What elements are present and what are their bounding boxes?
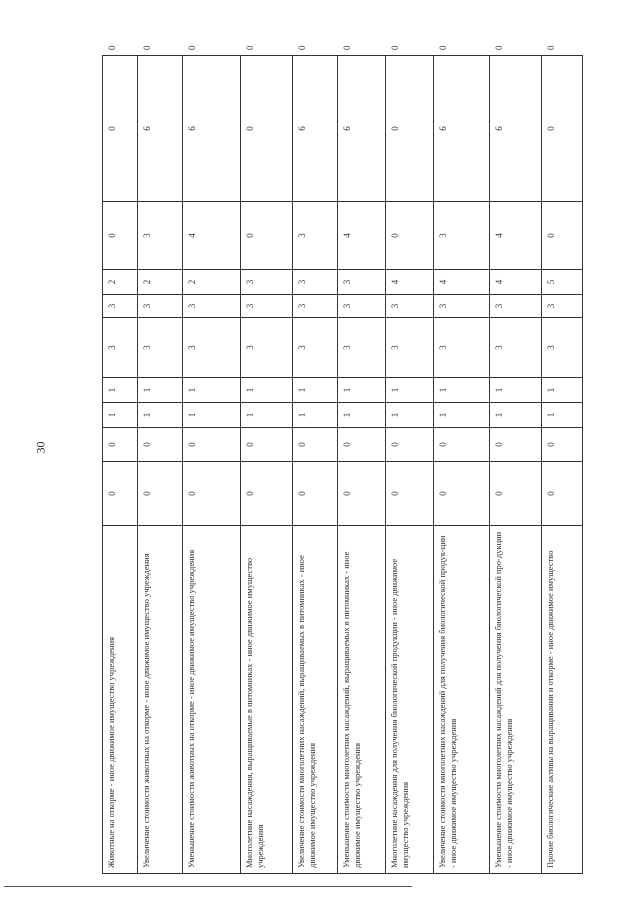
- page-number: 30: [33, 441, 48, 454]
- code-digit-cell: 0: [293, 462, 338, 526]
- code-digit-cell: 0: [542, 428, 583, 462]
- code-digit-cell: 3: [138, 318, 183, 378]
- code-digit-cell: 3: [490, 318, 542, 378]
- code-digit-cell: 0: [103, 428, 138, 462]
- code-digit-cell: 3: [293, 295, 338, 318]
- code-digit-cell: 3: [386, 318, 434, 378]
- code-digit-cell: 3: [293, 318, 338, 378]
- code-digit-cell: 1: [138, 378, 183, 403]
- account-name-cell: Прочие биологические активы на выращивании и откорме - иное движимое имущество: [542, 526, 583, 874]
- code-digit-cell: 4: [490, 270, 542, 295]
- account-name-cell: Животные на откорме - иное движимое имущество учреждения: [103, 526, 138, 874]
- code-digit-cell: 0: [386, 202, 434, 270]
- code-digit-cell: 0: [103, 56, 138, 202]
- code-digit-cell: 3: [434, 202, 490, 270]
- code-digit-cell: 6: [293, 56, 338, 202]
- code-digit-cell: 0: [183, 428, 241, 462]
- code-digit-cell: 2: [138, 270, 183, 295]
- code-digit-cell: 1: [386, 378, 434, 403]
- table-row: Животные на откорме - иное движимое имущество учреждения 0 0 1 1 3 3 2 0 0 0: [103, 56, 138, 874]
- code-digit-cell: 4: [183, 202, 241, 270]
- table-frame: [102, 45, 582, 874]
- code-digit-cell: 0: [241, 202, 293, 270]
- code-digit-cell: 1: [434, 403, 490, 428]
- table-body: [103, 45, 583, 874]
- table-row: Уменьшение стоимости многолетних насаждений, выращиваемых в питомниках - иное движимое имущество учреждения 0 0 1 1 3 3 3 4 6 0: [338, 56, 386, 874]
- code-digit-cell: 6: [138, 56, 183, 202]
- code-digit-cell: 3: [183, 318, 241, 378]
- code-digit-cell: 3: [138, 295, 183, 318]
- account-name-cell: Уменьшение стоимости животных на откорме - иное движимое имущество учреждения: [183, 526, 241, 874]
- code-digit-cell: 0: [386, 428, 434, 462]
- table-row: Увеличение стоимости многолетних насаждений для получения биологической продук-ции - иное движимое имущество учреждения 0 0 1 1 3 3 4 3 6 0: [434, 56, 490, 874]
- code-digit-cell: 0: [542, 462, 583, 526]
- code-digit-cell: 1: [183, 378, 241, 403]
- code-digit-cell: 1: [293, 403, 338, 428]
- code-digit-cell: 3: [542, 318, 583, 378]
- code-digit-cell: 0: [386, 462, 434, 526]
- code-digit-cell: 1: [138, 403, 183, 428]
- code-digit-cell: 1: [241, 378, 293, 403]
- account-name-cell: Многолетние насаждения для получения биологической продукции - иное движимое имущество учреждения: [386, 526, 434, 874]
- code-digit-cell: 0: [138, 462, 183, 526]
- code-digit-cell: 3: [338, 295, 386, 318]
- footer-rule: [4, 886, 412, 887]
- code-digit-cell: 0: [293, 428, 338, 462]
- code-digit-cell: 4: [338, 202, 386, 270]
- code-digit-cell: 2: [183, 270, 241, 295]
- table-row: Многолетние насаждения для получения биологической продукции - иное движимое имущество учреждения 0 0 1 1 3 3 4 0 0 0: [386, 56, 434, 874]
- table-row: Прочие биологические активы на выращивании и откорме - иное движимое имущество 0 0 1 1 3 3 5 0 0 0: [542, 56, 583, 874]
- code-digit-cell: 1: [293, 378, 338, 403]
- code-digit-cell: 0: [241, 428, 293, 462]
- code-digit-cell: 3: [241, 318, 293, 378]
- code-digit-cell: 0: [386, 56, 434, 202]
- account-name-cell: Многолетние насаждения, выращиваемые в питомниках - иное движимое имущество учреждения: [241, 526, 293, 874]
- code-digit-cell: 1: [490, 403, 542, 428]
- code-digit-cell: 3: [434, 295, 490, 318]
- code-digit-cell: 3: [338, 318, 386, 378]
- code-digit-cell: 3: [434, 318, 490, 378]
- accounts-table: [102, 45, 583, 874]
- code-digit-cell: 0: [241, 56, 293, 202]
- code-digit-cell: 3: [293, 270, 338, 295]
- table-row: Уменьшение стоимости животных на откорме - иное движимое имущество учреждения 0 0 1 1 3 3 2 4 6 0: [183, 56, 241, 874]
- rotated-table-container: [102, 45, 582, 874]
- code-digit-cell: 1: [103, 403, 138, 428]
- code-digit-cell: 3: [490, 295, 542, 318]
- table-row: Уменьшение стоимости многолетних насаждений для получения биологической про-дукции - иное движимое имущество учреждения 0 0 1 1 3 3 4 4 6 0: [490, 56, 542, 874]
- code-digit-cell: 0: [103, 202, 138, 270]
- code-digit-cell: 1: [338, 403, 386, 428]
- code-digit-cell: 0: [338, 428, 386, 462]
- code-digit-cell: 0: [183, 462, 241, 526]
- code-digit-cell: 0: [490, 462, 542, 526]
- code-digit-cell: 3: [542, 295, 583, 318]
- code-digit-cell: 1: [434, 378, 490, 403]
- code-digit-cell: 0: [138, 428, 183, 462]
- account-name-cell: Увеличение стоимости животных на откорме - иное движимое имущество учреждения: [138, 526, 183, 874]
- code-digit-cell: 1: [338, 378, 386, 403]
- code-digit-cell: 4: [386, 270, 434, 295]
- code-digit-cell: 1: [241, 403, 293, 428]
- table-row: Увеличение стоимости многолетних насаждений, выращиваемых в питомниках - иное движимое имущество учреждения 0 0 1 1 3 3 3 3 6 0: [293, 56, 338, 874]
- code-digit-cell: 1: [542, 403, 583, 428]
- code-digit-cell: 1: [542, 378, 583, 403]
- code-digit-cell: 3: [241, 295, 293, 318]
- code-digit-cell: 3: [241, 270, 293, 295]
- code-digit-cell: 1: [490, 378, 542, 403]
- code-digit-cell: 3: [386, 295, 434, 318]
- code-digit-cell: 2: [103, 270, 138, 295]
- code-digit-cell: 0: [338, 462, 386, 526]
- code-digit-cell: 6: [183, 56, 241, 202]
- code-digit-cell: 3: [138, 202, 183, 270]
- code-digit-cell: 3: [103, 318, 138, 378]
- account-name-cell: Уменьшение стоимости многолетних насаждений для получения биологической про-дукции - иное движимое имущество учреждения: [490, 526, 542, 874]
- account-name-cell: Уменьшение стоимости многолетних насаждений, выращиваемых в питомниках - иное движимое имущество учреждения: [338, 526, 386, 874]
- code-digit-cell: 0: [490, 428, 542, 462]
- code-digit-cell: 3: [338, 270, 386, 295]
- code-digit-cell: 0: [103, 462, 138, 526]
- code-digit-cell: 0: [434, 462, 490, 526]
- code-digit-cell: 1: [183, 403, 241, 428]
- code-digit-cell: 1: [386, 403, 434, 428]
- code-digit-cell: 0: [542, 202, 583, 270]
- table-row: Многолетние насаждения, выращиваемые в питомниках - иное движимое имущество учреждения 0 0 1 1 3 3 3 0 0 0: [241, 56, 293, 874]
- code-digit-cell: 4: [490, 202, 542, 270]
- code-digit-cell: 6: [434, 56, 490, 202]
- code-digit-cell: 4: [434, 270, 490, 295]
- code-digit-cell: 3: [103, 295, 138, 318]
- code-digit-cell: 0: [542, 56, 583, 202]
- account-name-cell: Увеличение стоимости многолетних насаждений для получения биологической продук-ции - иное движимое имущество учреждения: [434, 526, 490, 874]
- code-digit-cell: 1: [103, 378, 138, 403]
- account-name-cell: Увеличение стоимости многолетних насаждений, выращиваемых в питомниках - иное движимое имущество учреждения: [293, 526, 338, 874]
- code-digit-cell: 3: [183, 295, 241, 318]
- code-digit-cell: 6: [490, 56, 542, 202]
- code-digit-cell: 3: [293, 202, 338, 270]
- code-digit-cell: 5: [542, 270, 583, 295]
- code-digit-cell: 0: [434, 428, 490, 462]
- code-digit-cell: 0: [241, 462, 293, 526]
- code-digit-cell: 6: [338, 56, 386, 202]
- table-row: Увеличение стоимости животных на откорме - иное движимое имущество учреждения 0 0 1 1 3 3 2 3 6 0: [138, 56, 183, 874]
